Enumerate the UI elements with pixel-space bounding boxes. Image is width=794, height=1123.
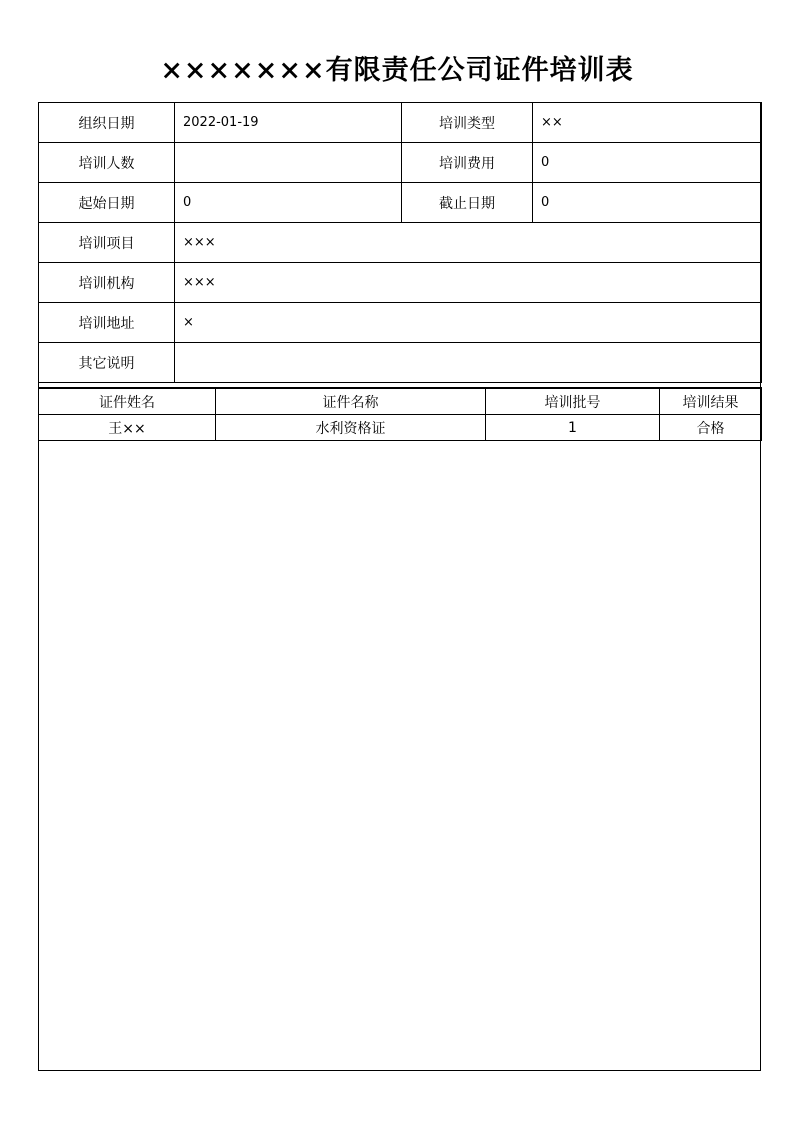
project-label: 培训项目	[39, 223, 175, 263]
table-row	[39, 415, 762, 441]
train-fee-label: 培训费用	[402, 143, 533, 183]
info-row	[39, 183, 762, 223]
address-label: 培训地址	[39, 303, 175, 343]
info-row	[39, 103, 762, 143]
page-title: ×××××××有限责任公司证件培训表	[160, 55, 634, 86]
cell-result[interactable]: 合格	[660, 415, 762, 441]
train-count-value[interactable]	[175, 143, 402, 183]
train-count-label: 培训人数	[39, 143, 175, 183]
train-type-value[interactable]: ××	[533, 103, 762, 143]
address-value[interactable]: ×	[175, 303, 762, 343]
column-header-result: 培训结果	[660, 388, 762, 415]
column-header-name: 证件姓名	[39, 388, 216, 415]
info-row	[39, 223, 762, 263]
project-value[interactable]: ×××	[175, 223, 762, 263]
institution-label: 培训机构	[39, 263, 175, 303]
certificate-table	[38, 387, 762, 441]
end-date-value[interactable]: 0	[533, 183, 762, 223]
info-row	[39, 343, 762, 383]
column-header-cert-name: 证件名称	[216, 388, 486, 415]
info-row	[39, 143, 762, 183]
cell-cert-name[interactable]: 水利资格证	[216, 415, 486, 441]
train-type-label: 培训类型	[402, 103, 533, 143]
train-fee-value[interactable]: 0	[533, 143, 762, 183]
certificate-header-row	[39, 388, 762, 415]
cell-batch-number[interactable]: 1	[486, 415, 660, 441]
info-row	[39, 303, 762, 343]
notes-label: 其它说明	[39, 343, 175, 383]
institution-value[interactable]: ×××	[175, 263, 762, 303]
org-date-value[interactable]: 2022-01-19	[175, 103, 402, 143]
info-row	[39, 263, 762, 303]
start-date-value[interactable]: 0	[175, 183, 402, 223]
info-table	[38, 102, 762, 383]
cell-holder-name[interactable]: 王××	[39, 415, 216, 441]
end-date-label: 截止日期	[402, 183, 533, 223]
column-header-batch: 培训批号	[486, 388, 660, 415]
notes-value[interactable]	[175, 343, 762, 383]
org-date-label: 组织日期	[39, 103, 175, 143]
start-date-label: 起始日期	[39, 183, 175, 223]
